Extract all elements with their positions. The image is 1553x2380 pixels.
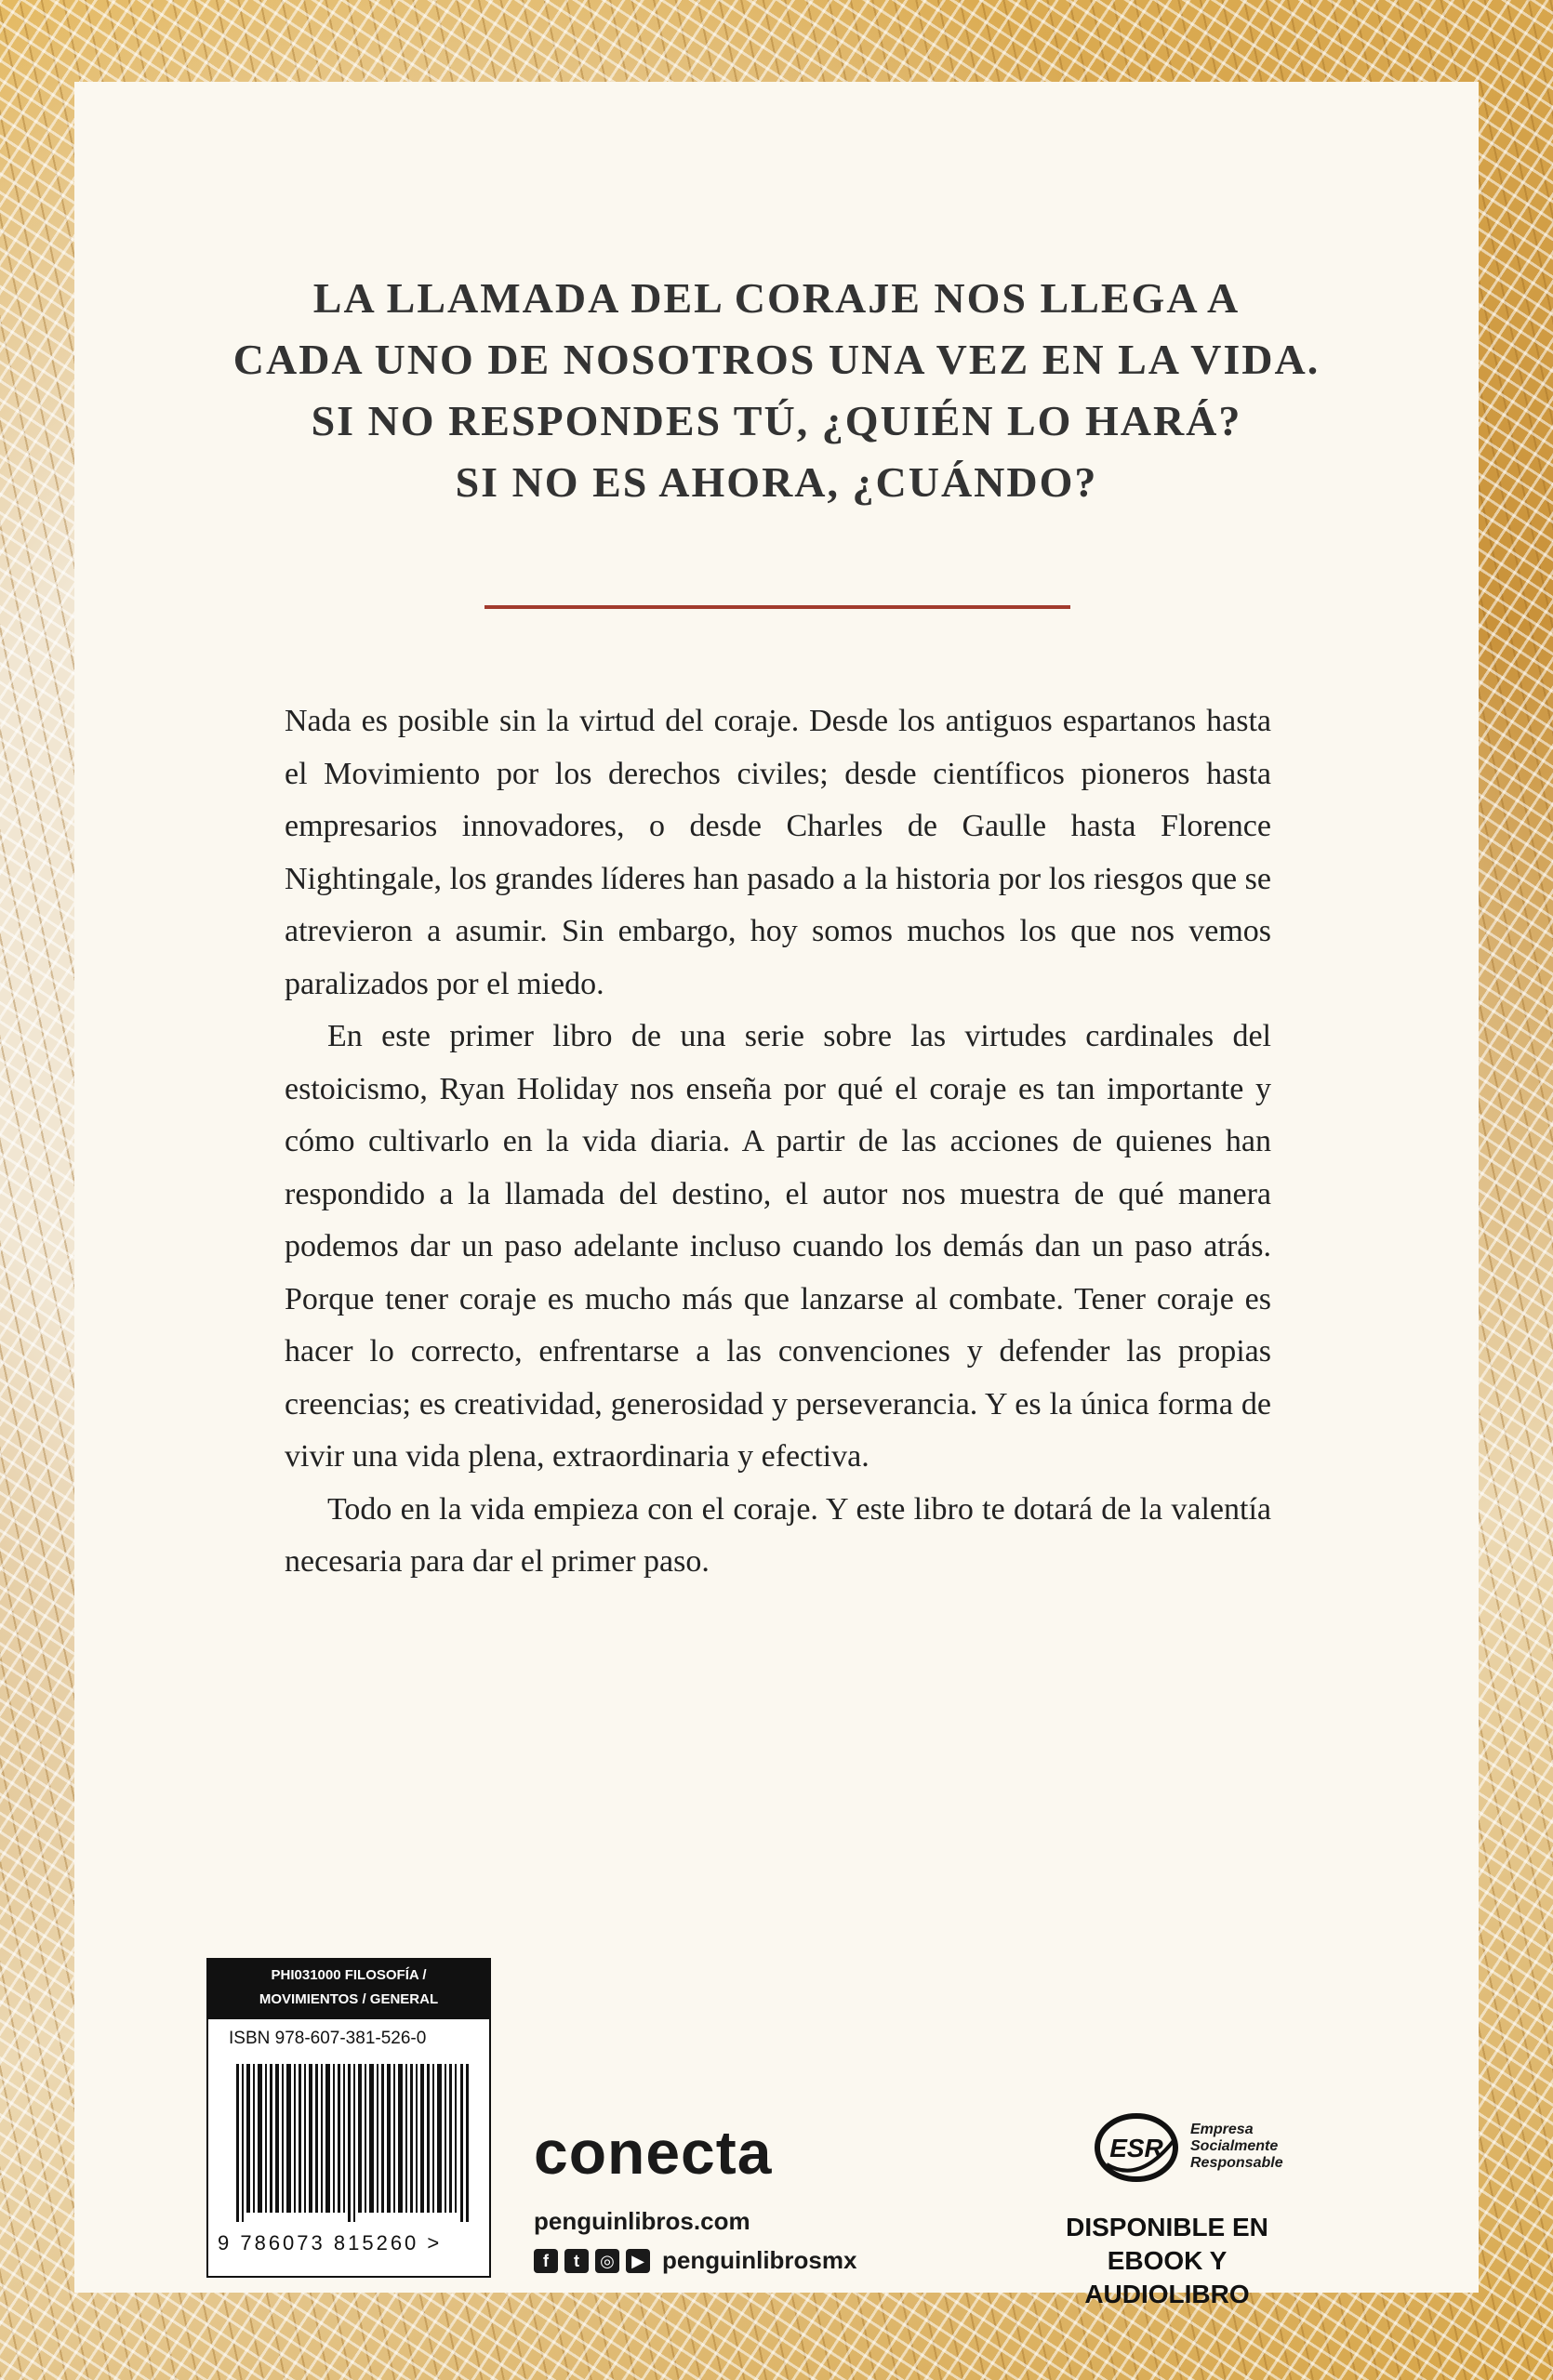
availability-note: [1060, 2211, 1274, 2311]
twitter-icon[interactable]: t: [564, 2249, 589, 2273]
headline-line: LA LLAMADA DEL CORAJE NOS LLEGA A: [312, 274, 1241, 322]
esr-label: [1190, 2122, 1283, 2172]
synopsis-paragraph: Todo en la vida empieza con el coraje. Y este libro te dotará de la valentía necesaria para dar el primer paso.: [285, 1491, 1271, 1579]
esr-label-line: Socialmente: [1190, 2138, 1279, 2154]
esr-label-line: Empresa: [1190, 2122, 1254, 2137]
barcode-digits: 9 786073 815260 >: [218, 2231, 443, 2254]
category-box: [206, 1958, 491, 2017]
social-links: [534, 2246, 856, 2275]
synopsis-paragraph: Nada es posible sin la virtud del coraje. Desde los antiguos espartanos hasta el Movimiento por los derechos civiles; desde científicos pioneros hasta empresarios innovadores, o desde Charles de Gaulle hasta Florence Nightingale, los grandes líderes han pasado a la historia por los riesgos que se atrevieron a asumir. Sin embargo, hoy somos muchos los que nos vemos paralizados por el miedo.: [285, 704, 1271, 1001]
esr-label-line: Responsable: [1190, 2155, 1283, 2171]
availability-line: EBOOK Y AUDIOLIBRO: [1084, 2246, 1250, 2308]
esr-logo-icon: [1094, 2110, 1187, 2185]
headline-line: CADA UNO DE NOSOTROS UNA VEZ EN LA VIDA.: [232, 336, 1321, 383]
headline-line: SI NO ES AHORA, ¿CUÁNDO?: [455, 458, 1098, 506]
instagram-icon[interactable]: ◎: [595, 2249, 619, 2273]
headline-line: SI NO RESPONDES TÚ, ¿QUIÉN LO HARÁ?: [311, 397, 1242, 444]
category-line: PHI031000 FILOSOFÍA /: [271, 1967, 427, 1983]
category-line: MOVIMIENTOS / GENERAL: [259, 1991, 439, 2007]
headline: [74, 268, 1479, 513]
barcode-icon: [236, 2064, 469, 2222]
youtube-icon[interactable]: ▶: [626, 2249, 650, 2273]
red-divider: [484, 605, 1070, 609]
synopsis-paragraph: En este primer libro de una serie sobre las virtudes cardinales del estoicismo, Ryan Holiday nos enseña por qué el coraje es tan importante y cómo cultivarlo en la vida diaria. A partir de las acciones de quienes han respondido a la llamada del destino, el autor nos muestra de qué manera podemos dar un paso adelante incluso cuando los demás dan un paso atrás. Porque tener coraje es mucho más que lanzarse al combate. Tener coraje es hacer lo correcto, enfrentarse a las convenciones y defender las propias creencias; es creatividad, generosidad y perseverancia. Y es la única forma de vivir una vida plena, extraordinaria y efectiva.: [285, 1019, 1271, 1474]
availability-line: DISPONIBLE EN: [1066, 2213, 1268, 2241]
esr-mark: ESR: [1109, 2134, 1163, 2162]
facebook-icon[interactable]: f: [534, 2249, 558, 2273]
synopsis: [285, 695, 1271, 1589]
website-link[interactable]: penguinlibros.com: [534, 2207, 750, 2235]
publisher-logo: conecta: [534, 2118, 773, 2187]
barcode-box: [206, 2017, 491, 2278]
social-handle[interactable]: penguinlibrosmx: [662, 2246, 857, 2274]
isbn-text: ISBN 978-607-381-526-0: [229, 2029, 427, 2048]
